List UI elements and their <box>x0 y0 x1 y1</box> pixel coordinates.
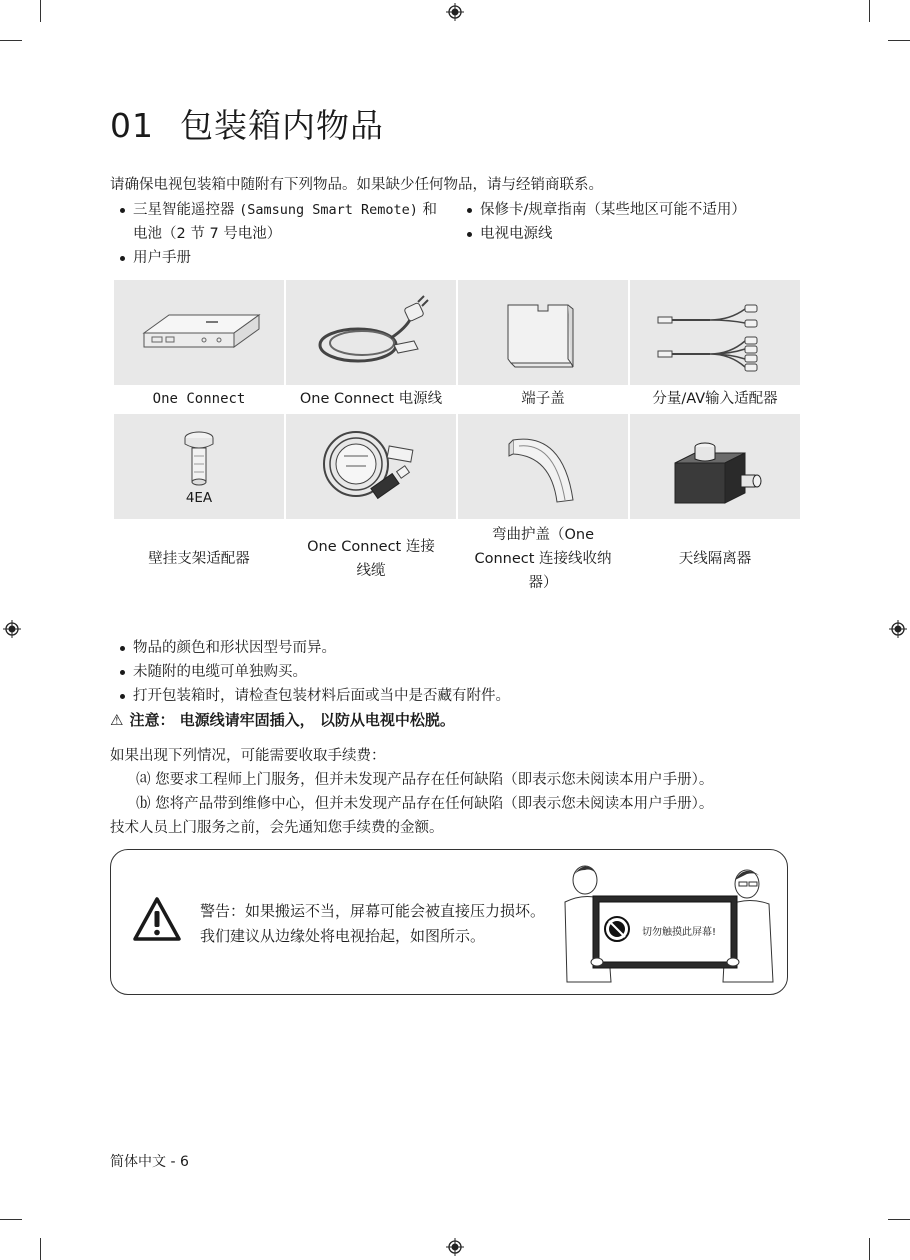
crop-mark <box>40 1238 41 1260</box>
contents-list-right <box>465 198 785 246</box>
av-adapter-icon <box>650 293 780 373</box>
list-item: 打开包装箱时，请检查包装材料后面或当中是否藏有附件。 <box>118 684 510 708</box>
accessory-one-connect <box>114 280 284 385</box>
crop-mark <box>888 40 910 41</box>
accessory-label: 端子盖 <box>521 391 565 407</box>
accessory-label: 天线隔离器 <box>678 551 752 567</box>
section-number: 01 <box>110 106 154 145</box>
fees-section <box>110 744 713 840</box>
accessory-connect-cable <box>286 414 456 519</box>
accessory-power-cable <box>286 280 456 385</box>
section-title: 包装箱内物品 <box>180 106 384 145</box>
list-item: 用户手册 <box>118 246 453 270</box>
list-item: 电视电源线 <box>465 222 785 246</box>
list-item: ⒜ 您要求工程师上门服务，但并未发现产品存在任何缺陷（即表示您未阅读本用户手册）。 <box>136 772 714 788</box>
warning-text: 警告：如果搬运不当，屏幕可能会被直接压力损坏。 我们建议从边缘处将电视抬起，如图所示。 <box>200 902 546 945</box>
quantity-label: 4EA <box>185 489 213 506</box>
accessory-label: One Connect 连接线缆 <box>307 539 435 579</box>
crop-mark <box>869 1238 870 1260</box>
crop-mark <box>0 40 22 41</box>
list-item: 三星智能遥控器 (Samsung Smart Remote) 和 电池（2 节 7 号电池） <box>118 198 453 246</box>
intro-text: 请确保电视包装箱中随附有下列物品。如果缺少任何物品，请与经销商联系。 <box>110 177 603 193</box>
curved-cover-icon <box>493 422 593 512</box>
registration-mark-icon <box>446 1238 464 1256</box>
accessory-label: 弯曲护盖（One Connect 连接线收纳器） <box>474 527 612 591</box>
accessory-av-adapter <box>630 280 800 385</box>
crop-mark <box>40 0 41 22</box>
list-item: 保修卡/规章指南（某些地区可能不适用） <box>465 198 785 222</box>
accessory-wall-mount-adapter <box>114 414 284 519</box>
page-title <box>110 100 384 147</box>
accessory-label: One Connect <box>152 391 246 407</box>
list-item: ⒝ 您将产品带到维修中心，但并未发现产品存在任何缺陷（即表示您未阅读本用户手册）。 <box>136 796 714 812</box>
one-connect-box-icon <box>134 303 264 363</box>
fees-lead: 如果出现下列情况，可能需要收取手续费： <box>110 748 386 764</box>
page-footer: 简体中文 - 6 <box>110 1154 189 1170</box>
power-cable-icon <box>306 293 436 373</box>
accessory-curved-cover <box>458 414 628 519</box>
connect-cable-icon <box>316 422 426 512</box>
contents-list-left <box>118 198 453 270</box>
accessory-label: 壁挂支架适配器 <box>148 551 250 567</box>
accessory-terminal-cover <box>458 280 628 385</box>
tv-screen-text: 切勿触摸此屏幕! <box>642 927 717 938</box>
fees-tail: 技术人员上门服务之前，会先通知您手续费的金额。 <box>110 820 444 836</box>
caution-icon: ⚠ <box>110 711 124 729</box>
wall-mount-adapter-icon <box>179 428 219 488</box>
crop-mark <box>869 0 870 22</box>
caution-note: ⚠ 注意： 电源线请牢固插入， 以防从电视中松脱。 <box>110 711 455 729</box>
list-item: 未随附的电缆可单独购买。 <box>118 660 510 684</box>
list-item: 物品的颜色和形状因型号而异。 <box>118 636 510 660</box>
crop-mark <box>0 1219 22 1220</box>
warning-triangle-icon <box>132 896 182 942</box>
crop-mark <box>888 1219 910 1220</box>
registration-mark-icon <box>446 3 464 21</box>
terminal-cover-icon <box>493 293 593 373</box>
accessory-label: 分量/AV输入适配器 <box>652 391 778 407</box>
registration-mark-icon <box>3 620 21 638</box>
registration-mark-icon <box>889 620 907 638</box>
notes-list <box>118 636 510 708</box>
accessory-label: One Connect 电源线 <box>299 391 443 407</box>
antenna-isolator-icon <box>665 427 765 507</box>
carry-tv-illustration <box>555 858 785 986</box>
accessory-antenna-isolator <box>630 414 800 519</box>
